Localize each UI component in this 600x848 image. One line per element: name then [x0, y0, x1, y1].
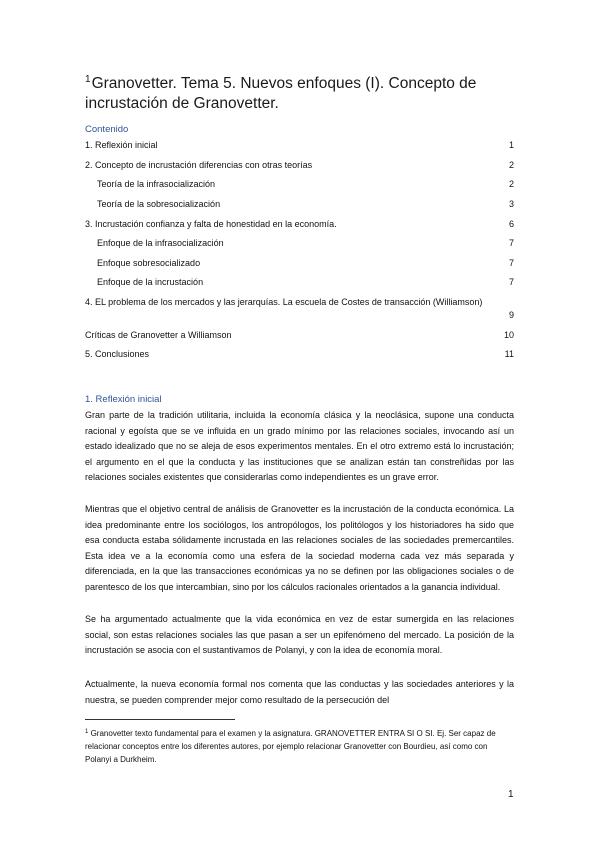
- title-text: Granovetter. Tema 5. Nuevos enfoques (I). Concepto de incrustación de Granovetter.: [85, 75, 477, 112]
- toc-entry-text: 5. Conclusiones: [85, 349, 150, 359]
- footnote-marker: 1: [85, 729, 89, 735]
- toc-entry-page: 2: [508, 179, 514, 189]
- footnote-separator: [85, 719, 235, 720]
- title-footnote-marker: 1: [85, 74, 91, 85]
- body-paragraph: Mientras que el objetivo central de análisis de Granovetter es la incrustación de la conducta económica. La idea predominante entre los sociólogos, los antropólogos, los politólogos y los historiadores ha sido que esa conducta estaba sólidamente incrustada en las relaciones sociales de las sociedades premercantiles. Esta idea ve a la economía como una esfera de la sociedad moderna cada vez más separada y diferenciada, en la que las transacciones económicas ya no se definen por las obligaciones sociales o de parentesco de los que intercambian, sino por los cálculos racionales orientados a la ganancia individual.: [85, 504, 514, 592]
- toc-entry-page: 3: [508, 199, 514, 209]
- toc-entry-page: 7: [508, 258, 514, 268]
- toc-entry-page: 6: [508, 219, 514, 229]
- body-paragraph: Se ha argumentado actualmente que la vida económica en vez de estar sumergida en las relaciones social, son estas relaciones sociales las que pasan a ser un epifenómeno del mercado. La posición de la incrustación se asocia con el sustantivamos de Polanyi, y con la idea de economía moral.: [85, 614, 514, 655]
- toc-entry-text: Críticas de Granovetter a Williamson: [85, 330, 232, 340]
- toc-entry[interactable]: [85, 218, 514, 231]
- toc-entry-text: Enfoque de la infrasocialización: [97, 238, 224, 248]
- toc-entry[interactable]: [85, 159, 514, 172]
- toc-entry[interactable]: [97, 178, 514, 191]
- toc-entry-text: 2. Concepto de incrustación diferencias con otras teorías: [85, 160, 313, 170]
- toc-entry-text: 4. EL problema de los mercados y las jerarquías. La escuela de Costes de transacción (Williamson): [85, 297, 483, 307]
- toc-entry[interactable]: [85, 139, 514, 152]
- toc-entry-text: Enfoque sobresocializado: [97, 258, 201, 268]
- toc-entry-page: 2: [508, 160, 514, 170]
- body-paragraph: Actualmente, la nueva economía formal nos comenta que las conductas y las sociedades anteriores y la nuestra, se pueden comprender mejor como resultado de la persecución del: [85, 679, 514, 705]
- toc-entry[interactable]: [97, 237, 514, 250]
- toc-entry-text: Teoría de la sobresocialización: [97, 199, 221, 209]
- toc-entry-text: 1. Reflexión inicial: [85, 140, 158, 150]
- toc-entry-page: 9: [508, 310, 514, 320]
- toc-entry-text: Teoría de la infrasocialización: [97, 179, 216, 189]
- body-paragraph: Gran parte de la tradición utilitaria, incluida la economía clásica y la neoclásica, supone una conducta racional y egoísta que se ve influida en un grado mínimo por las relaciones sociales, invocando así un estado idealizado que no se aleja de esos experimentos mentales. En el otro extremo está lo incrustación; el argumento en el que la conducta y las instituciones que se analizan están tan constreñidas por las relaciones sociales existentes que considerarlas como independientes es un grave error.: [85, 410, 514, 482]
- toc-entry-page: 11: [504, 349, 514, 359]
- section-heading: 1. Reflexión inicial: [85, 394, 162, 405]
- toc-entry-text: 3. Incrustación confianza y falta de honestidad en la economía.: [85, 219, 337, 229]
- page-number: 1: [508, 789, 514, 800]
- footnote: [85, 726, 515, 766]
- toc-entry-page: 1: [508, 140, 514, 150]
- footnote-text: Granovetter texto fundamental para el examen y la asignatura. GRANOVETTER ENTRA SI O SI. Ej. Ser capaz de relacionar conceptos entre los diferentes autores, por ejemplo relacionar Granovetter con Bourdieu, así como con Polanyi a Durkheim.: [85, 729, 496, 764]
- toc-entry[interactable]: [97, 276, 514, 289]
- toc-entry-page: 7: [508, 277, 514, 287]
- toc-entry[interactable]: [85, 296, 514, 320]
- toc-entry-page: 10: [503, 330, 514, 340]
- toc-entry-text: Enfoque de la incrustación: [97, 277, 204, 287]
- toc-entry[interactable]: [85, 348, 514, 361]
- toc-entry[interactable]: [85, 329, 514, 342]
- toc-entry[interactable]: [97, 198, 514, 211]
- toc-entry[interactable]: [97, 257, 514, 270]
- toc-heading: Contenido: [85, 124, 129, 135]
- document-title: [85, 70, 525, 114]
- toc-entry-page: 7: [508, 238, 514, 248]
